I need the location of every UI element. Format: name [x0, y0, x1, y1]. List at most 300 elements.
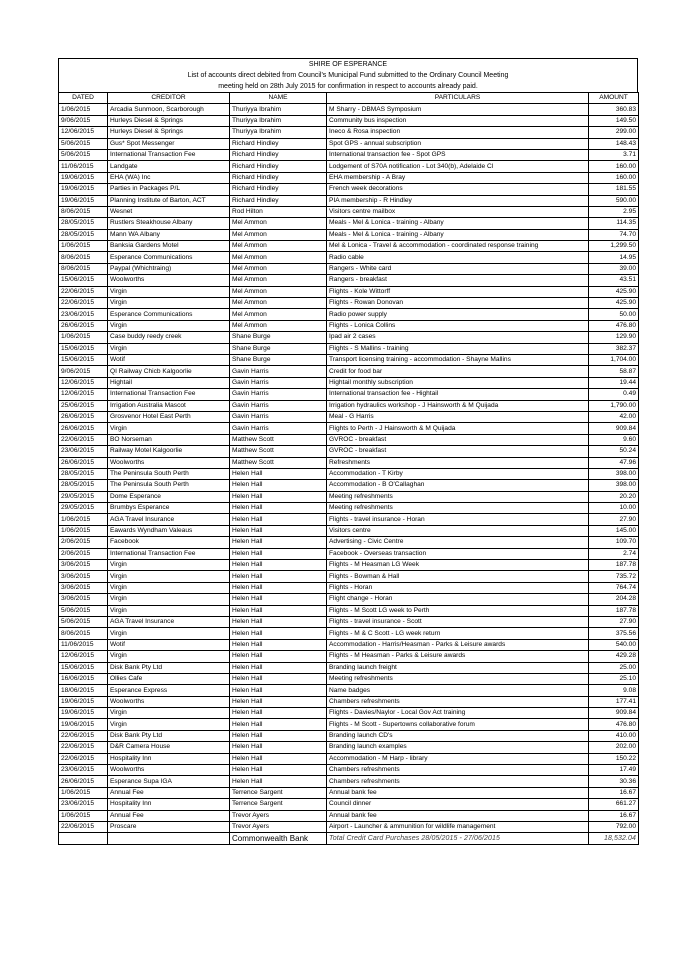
particulars-cell: French week decorations — [327, 184, 589, 195]
dated-cell: 19/06/2015 — [59, 696, 108, 707]
creditor-cell: Ollies Cafe — [108, 673, 230, 684]
dated-cell: 11/06/2015 — [59, 161, 108, 172]
table-row — [59, 184, 639, 195]
table-row — [59, 423, 639, 434]
creditor-cell: International Transaction Fee — [108, 389, 230, 400]
amount-cell: 14.95 — [589, 252, 639, 263]
name-cell: Helen Hall — [230, 673, 327, 684]
creditor-cell: Woolworths — [108, 457, 230, 468]
amount-cell: 114.35 — [589, 218, 639, 229]
dated-cell: 28/05/2015 — [59, 229, 108, 240]
name-cell: Thuriyya Ibrahim — [230, 115, 327, 126]
table-row — [59, 320, 639, 331]
table-row — [59, 787, 639, 798]
dated-cell: 8/06/2015 — [59, 628, 108, 639]
creditor-cell: Wotif — [108, 354, 230, 365]
name-cell: Helen Hall — [230, 514, 327, 525]
amount-cell: 382.37 — [589, 343, 639, 354]
amount-cell: 160.00 — [589, 172, 639, 183]
dated-cell: 8/06/2015 — [59, 263, 108, 274]
amount-cell: 16.67 — [589, 787, 639, 798]
particulars-cell: Branding launch examples — [327, 742, 589, 753]
particulars-cell: Spot GPS - annual subscription — [327, 138, 589, 149]
creditor-cell: Mann WA Albany — [108, 229, 230, 240]
particulars-cell: Branding launch freight — [327, 662, 589, 673]
total-spacer-cell — [108, 833, 230, 844]
name-cell: Helen Hall — [230, 594, 327, 605]
creditor-cell: Grosvenor Hotel East Perth — [108, 411, 230, 422]
amount-cell: 129.90 — [589, 332, 639, 343]
amount-cell: 9.08 — [589, 685, 639, 696]
particulars-cell: International transaction fee - Hightail — [327, 389, 589, 400]
table-row — [59, 218, 639, 229]
particulars-cell: Credit for food bar — [327, 366, 589, 377]
name-cell: Gavin Harris — [230, 411, 327, 422]
particulars-cell: Flights - M Scott - Supertowns collaborative forum — [327, 719, 589, 730]
table-row — [59, 172, 639, 183]
creditor-cell: Wotif — [108, 639, 230, 650]
amount-cell: 50.00 — [589, 309, 639, 320]
shire-title: SHIRE OF ESPERANCE — [308, 61, 388, 68]
dated-cell: 5/06/2015 — [59, 149, 108, 160]
name-cell: Mel Ammon — [230, 241, 327, 252]
creditor-cell: EHA (WA) Inc — [108, 172, 230, 183]
table-row — [59, 765, 639, 776]
amount-cell: 909.84 — [589, 708, 639, 719]
dated-cell: 19/06/2015 — [59, 184, 108, 195]
name-cell: Gavin Harris — [230, 377, 327, 388]
name-cell: Rod Hilton — [230, 206, 327, 217]
dated-cell: 2/06/2015 — [59, 548, 108, 559]
particulars-cell: Ipad air 2 cases — [327, 332, 589, 343]
amount-cell: 204.28 — [589, 594, 639, 605]
name-cell: Shane Burge — [230, 332, 327, 343]
amount-cell: 792.00 — [589, 822, 639, 833]
creditor-cell: Landgate — [108, 161, 230, 172]
table-row — [59, 662, 639, 673]
name-cell: Gavin Harris — [230, 423, 327, 434]
dated-cell: 11/06/2015 — [59, 639, 108, 650]
table-row — [59, 127, 639, 138]
creditor-cell: Gus* Spot Messenger — [108, 138, 230, 149]
dated-cell: 25/06/2015 — [59, 400, 108, 411]
particulars-cell: Flight change - Horan — [327, 594, 589, 605]
creditor-cell: Irrigation Australia Mascot — [108, 400, 230, 411]
dated-cell: 19/06/2015 — [59, 172, 108, 183]
name-cell: Helen Hall — [230, 560, 327, 571]
amount-cell: 27.90 — [589, 616, 639, 627]
table-row — [59, 400, 639, 411]
amount-cell: 476.80 — [589, 719, 639, 730]
table-row — [59, 104, 639, 115]
amount-cell: 202.00 — [589, 742, 639, 753]
name-cell: Helen Hall — [230, 730, 327, 741]
amount-cell: 360.83 — [589, 104, 639, 115]
particulars-cell: Flights - travel insurance - Scott — [327, 616, 589, 627]
particulars-cell: Annual bank fee — [327, 787, 589, 798]
dated-cell: 22/06/2015 — [59, 434, 108, 445]
particulars-cell: Flights - Rowan Donovan — [327, 298, 589, 309]
name-cell: Helen Hall — [230, 537, 327, 548]
name-cell: Helen Hall — [230, 708, 327, 719]
creditor-cell: Annual Fee — [108, 787, 230, 798]
dated-cell: 26/06/2015 — [59, 776, 108, 787]
creditor-cell: Hospitality Inn — [108, 753, 230, 764]
particulars-cell: Flights - M Heasman - Parks & Leisure awards — [327, 651, 589, 662]
amount-cell: 425.90 — [589, 286, 639, 297]
dated-cell: 5/06/2015 — [59, 605, 108, 616]
name-cell: Trevor Ayers — [230, 810, 327, 821]
particulars-cell: Chambers refreshments — [327, 765, 589, 776]
particulars-cell: Accommodation - Harris/Heasman - Parks & Leisure awards — [327, 639, 589, 650]
dated-cell: 12/06/2015 — [59, 127, 108, 138]
creditor-cell: The Peninsula South Perth — [108, 480, 230, 491]
creditor-cell: Virgin — [108, 286, 230, 297]
table-row — [59, 457, 639, 468]
name-cell: Gavin Harris — [230, 400, 327, 411]
table-row — [59, 332, 639, 343]
particulars-cell: Flights to Perth - J Hainsworth & M Quijada — [327, 423, 589, 434]
dated-cell: 3/06/2015 — [59, 571, 108, 582]
name-cell: Helen Hall — [230, 651, 327, 662]
particulars-cell: Irrigation hydraulics workshop - J Hainsworth & M Quijada — [327, 400, 589, 411]
particulars-cell: Flights - M & C Scott - LG week return — [327, 628, 589, 639]
name-cell: Helen Hall — [230, 491, 327, 502]
table-row — [59, 252, 639, 263]
name-cell: Gavin Harris — [230, 389, 327, 400]
dated-cell: 12/06/2015 — [59, 377, 108, 388]
amount-cell: 375.56 — [589, 628, 639, 639]
name-cell: Mel Ammon — [230, 263, 327, 274]
creditor-cell: International Transaction Fee — [108, 548, 230, 559]
creditor-cell: AGA Travel Insurance — [108, 616, 230, 627]
dated-cell: 1/06/2015 — [59, 787, 108, 798]
table-row — [59, 138, 639, 149]
amount-cell: 181.55 — [589, 184, 639, 195]
total-label: Total Credit Card Purchases 28/05/2015 - 27/06/2015 — [327, 833, 589, 844]
dated-cell: 15/06/2015 — [59, 662, 108, 673]
table-header-row — [59, 93, 639, 104]
table-row — [59, 673, 639, 684]
total-row — [59, 833, 639, 844]
creditor-cell: Esperance Communications — [108, 252, 230, 263]
table-row — [59, 514, 639, 525]
dated-cell: 22/06/2015 — [59, 822, 108, 833]
dated-cell: 22/06/2015 — [59, 730, 108, 741]
table-row — [59, 298, 639, 309]
creditor-cell: Virgin — [108, 423, 230, 434]
name-cell: Mel Ammon — [230, 252, 327, 263]
particulars-cell: Meals - Mel & Lonica - training - Albany — [327, 218, 589, 229]
creditor-cell: Virgin — [108, 571, 230, 582]
creditor-cell: Proscare — [108, 822, 230, 833]
amount-cell: 17.49 — [589, 765, 639, 776]
creditor-cell: Esperance Communications — [108, 309, 230, 320]
table-row — [59, 377, 639, 388]
amount-cell: - 58.87 — [589, 366, 639, 377]
particulars-cell: Flights - M Scott LG week to Perth — [327, 605, 589, 616]
creditor-cell: Case buddy reedy creek — [108, 332, 230, 343]
name-cell: Helen Hall — [230, 480, 327, 491]
name-cell: Richard Hindley — [230, 184, 327, 195]
creditor-cell: AGA Travel Insurance — [108, 514, 230, 525]
dated-cell: 28/05/2015 — [59, 468, 108, 479]
table-row — [59, 354, 639, 365]
particulars-cell: Annual bank fee — [327, 810, 589, 821]
dated-cell: 28/05/2015 — [59, 218, 108, 229]
particulars-cell: Meal - G Harris — [327, 411, 589, 422]
table-row — [59, 343, 639, 354]
dated-cell: 23/06/2015 — [59, 446, 108, 457]
name-cell: Helen Hall — [230, 548, 327, 559]
amount-cell: 10.00 — [589, 503, 639, 514]
dated-cell: 23/06/2015 — [59, 799, 108, 810]
creditor-cell: Facebook — [108, 537, 230, 548]
name-cell: Shane Burge — [230, 354, 327, 365]
name-cell: Helen Hall — [230, 719, 327, 730]
creditor-cell: Wesnet — [108, 206, 230, 217]
table-row — [59, 639, 639, 650]
creditor-cell: Planning Institute of Barton, ACT — [108, 195, 230, 206]
amount-cell: 735.72 — [589, 571, 639, 582]
creditor-cell: Woolworths — [108, 765, 230, 776]
amount-cell: 43.51 — [589, 275, 639, 286]
name-cell: Helen Hall — [230, 742, 327, 753]
column-header-dated: DATED — [59, 93, 108, 104]
creditor-cell: Railway Motel Kalgoorlie — [108, 446, 230, 457]
dated-cell: 22/06/2015 — [59, 286, 108, 297]
table-row — [59, 628, 639, 639]
table-row — [59, 753, 639, 764]
dated-cell: 12/06/2015 — [59, 389, 108, 400]
table-row — [59, 446, 639, 457]
amount-cell: 148.43 — [589, 138, 639, 149]
particulars-cell: GVROC - breakfast — [327, 434, 589, 445]
name-cell: Helen Hall — [230, 605, 327, 616]
name-cell: Trevor Ayers — [230, 822, 327, 833]
particulars-cell: Flights - Horan — [327, 582, 589, 593]
creditor-cell: D&R Camera House — [108, 742, 230, 753]
particulars-cell: Chambers refreshments — [327, 776, 589, 787]
name-cell: Helen Hall — [230, 468, 327, 479]
accounts-table — [58, 92, 639, 845]
amount-cell: 2.95 — [589, 206, 639, 217]
creditor-cell: The Peninsula South Perth — [108, 468, 230, 479]
amount-cell: 149.50 — [589, 115, 639, 126]
dated-cell: 22/06/2015 — [59, 298, 108, 309]
dated-cell: 19/06/2015 — [59, 719, 108, 730]
particulars-cell: Accommodation - M Harp - library — [327, 753, 589, 764]
name-cell: Helen Hall — [230, 571, 327, 582]
name-cell: Helen Hall — [230, 616, 327, 627]
name-cell: Mel Ammon — [230, 218, 327, 229]
dated-cell: 2/06/2015 — [59, 537, 108, 548]
column-header-creditor: CREDITOR — [108, 93, 230, 104]
creditor-cell: Woolworths — [108, 696, 230, 707]
amount-cell: 39.00 — [589, 263, 639, 274]
particulars-cell: International transaction fee - Spot GPS — [327, 149, 589, 160]
dated-cell: 9/06/2015 — [59, 366, 108, 377]
particulars-cell: PIA membership - R Hindley — [327, 195, 589, 206]
amount-cell: 47.96 — [589, 457, 639, 468]
amount-cell: 1,299.50 — [589, 241, 639, 252]
name-cell: Richard Hindley — [230, 195, 327, 206]
table-row — [59, 389, 639, 400]
creditor-cell: Virgin — [108, 594, 230, 605]
creditor-cell: Virgin — [108, 708, 230, 719]
particulars-cell: Flights - Lonica Collins — [327, 320, 589, 331]
column-header-particulars: PARTICULARS — [327, 93, 589, 104]
amount-cell: 160.00 — [589, 161, 639, 172]
total-amount: 18,532.04 — [589, 833, 639, 844]
name-cell: Terrence Sargent — [230, 787, 327, 798]
name-cell: Richard Hindley — [230, 172, 327, 183]
amount-cell: 1,790.00 — [589, 400, 639, 411]
dated-cell: 1/06/2015 — [59, 241, 108, 252]
name-cell: Mel Ammon — [230, 275, 327, 286]
particulars-cell: EHA membership - A Bray — [327, 172, 589, 183]
table-row — [59, 605, 639, 616]
particulars-cell: Visitors centre — [327, 525, 589, 536]
particulars-cell: Refreshments — [327, 457, 589, 468]
name-cell: Helen Hall — [230, 753, 327, 764]
dated-cell: 28/05/2015 — [59, 480, 108, 491]
particulars-cell: M Sharry - DBMAS Symposium — [327, 104, 589, 115]
table-row — [59, 275, 639, 286]
particulars-cell: Flights - M Heasman LG Week — [327, 560, 589, 571]
table-row — [59, 571, 639, 582]
creditor-cell: Arcadia Sunmoon, Scarborough — [108, 104, 230, 115]
column-header-amount: AMOUNT — [589, 93, 639, 104]
table-row — [59, 810, 639, 821]
name-cell: Matthew Scott — [230, 446, 327, 457]
creditor-cell: Annual Fee — [108, 810, 230, 821]
dated-cell: 9/06/2015 — [59, 115, 108, 126]
creditor-cell: Virgin — [108, 320, 230, 331]
particulars-cell: GVROC - breakfast — [327, 446, 589, 457]
creditor-cell: Rustlers Steakhouse Albany — [108, 218, 230, 229]
particulars-cell: Name badges — [327, 685, 589, 696]
dated-cell: 29/05/2015 — [59, 503, 108, 514]
dated-cell: 22/06/2015 — [59, 753, 108, 764]
table-row — [59, 161, 639, 172]
table-row — [59, 503, 639, 514]
table-row — [59, 263, 639, 274]
table-row — [59, 685, 639, 696]
table-row — [59, 651, 639, 662]
column-header-name: NAME — [230, 93, 327, 104]
table-row — [59, 616, 639, 627]
name-cell: Richard Hindley — [230, 161, 327, 172]
particulars-cell: Mel & Lonica - Travel & accommodation - coordinated response training — [327, 241, 589, 252]
amount-cell: 398.00 — [589, 468, 639, 479]
name-cell: Richard Hindley — [230, 149, 327, 160]
table-row — [59, 742, 639, 753]
amount-cell: 3.71 — [589, 149, 639, 160]
dated-cell: 19/06/2015 — [59, 708, 108, 719]
particulars-cell: Branding launch CD's — [327, 730, 589, 741]
amount-cell: 109.70 — [589, 537, 639, 548]
dated-cell: 1/06/2015 — [59, 525, 108, 536]
name-cell: Helen Hall — [230, 765, 327, 776]
amount-cell: 590.00 — [589, 195, 639, 206]
amount-cell: 150.22 — [589, 753, 639, 764]
report-description: List of accounts direct debited from Council's Municipal Fund submitted to the Ordinary Council Meeting — [187, 72, 509, 79]
dated-cell: 15/06/2015 — [59, 275, 108, 286]
particulars-cell: Flights - travel insurance - Horan — [327, 514, 589, 525]
table-row — [59, 537, 639, 548]
dated-cell: 8/06/2015 — [59, 252, 108, 263]
table-row — [59, 366, 639, 377]
particulars-cell: Ineco & Rosa inspection — [327, 127, 589, 138]
amount-cell: 2.74 — [589, 548, 639, 559]
amount-cell: 187.78 — [589, 560, 639, 571]
table-row — [59, 206, 639, 217]
particulars-cell: Transport licensing training - accommodation - Shayne Mallins — [327, 354, 589, 365]
dated-cell: 3/06/2015 — [59, 594, 108, 605]
particulars-cell: Accommodation - T Kirby — [327, 468, 589, 479]
particulars-cell: Visitors centre mailbox — [327, 206, 589, 217]
creditor-cell: Esperance Express — [108, 685, 230, 696]
amount-cell: 25.10 — [589, 673, 639, 684]
table-row — [59, 149, 639, 160]
name-cell: Mel Ammon — [230, 309, 327, 320]
creditor-cell: Esperance Supa IGA — [108, 776, 230, 787]
name-cell: Mel Ammon — [230, 298, 327, 309]
amount-cell: 1,704.00 — [589, 354, 639, 365]
particulars-cell: Flights - S Mallins - training — [327, 343, 589, 354]
table-row — [59, 776, 639, 787]
dated-cell: 22/06/2015 — [59, 742, 108, 753]
dated-cell: 16/06/2015 — [59, 673, 108, 684]
creditor-cell: Dome Esperance — [108, 491, 230, 502]
name-cell: Matthew Scott — [230, 457, 327, 468]
dated-cell: 5/06/2015 — [59, 138, 108, 149]
creditor-cell: Woolworths — [108, 275, 230, 286]
amount-cell: 398.00 — [589, 480, 639, 491]
name-cell: Helen Hall — [230, 525, 327, 536]
creditor-cell: International Transaction Fee — [108, 149, 230, 160]
creditor-cell: Hurleys Diesel & Springs — [108, 127, 230, 138]
amount-cell: 540.00 — [589, 639, 639, 650]
table-row — [59, 229, 639, 240]
dated-cell: 15/06/2015 — [59, 354, 108, 365]
creditor-cell: Virgin — [108, 605, 230, 616]
dated-cell: 12/06/2015 — [59, 651, 108, 662]
table-row — [59, 468, 639, 479]
bank-name: Commonwealth Bank — [230, 833, 327, 844]
name-cell: Mel Ammon — [230, 229, 327, 240]
creditor-cell: BO Norseman — [108, 434, 230, 445]
creditor-cell: Virgin — [108, 582, 230, 593]
amount-cell: 299.00 — [589, 127, 639, 138]
name-cell: Terrence Sargent — [230, 799, 327, 810]
particulars-cell: Facebook - Overseas transaction — [327, 548, 589, 559]
report-header — [58, 58, 638, 92]
amount-cell: 661.27 — [589, 799, 639, 810]
name-cell: Helen Hall — [230, 582, 327, 593]
creditor-cell: Brumbys Esperance — [108, 503, 230, 514]
table-row — [59, 434, 639, 445]
dated-cell: 8/06/2015 — [59, 206, 108, 217]
dated-cell: 26/06/2015 — [59, 320, 108, 331]
table-row — [59, 730, 639, 741]
creditor-cell: Virgin — [108, 298, 230, 309]
total-spacer-cell — [59, 833, 108, 844]
amount-cell: 30.36 — [589, 776, 639, 787]
amount-cell: 909.84 — [589, 423, 639, 434]
table-row — [59, 195, 639, 206]
